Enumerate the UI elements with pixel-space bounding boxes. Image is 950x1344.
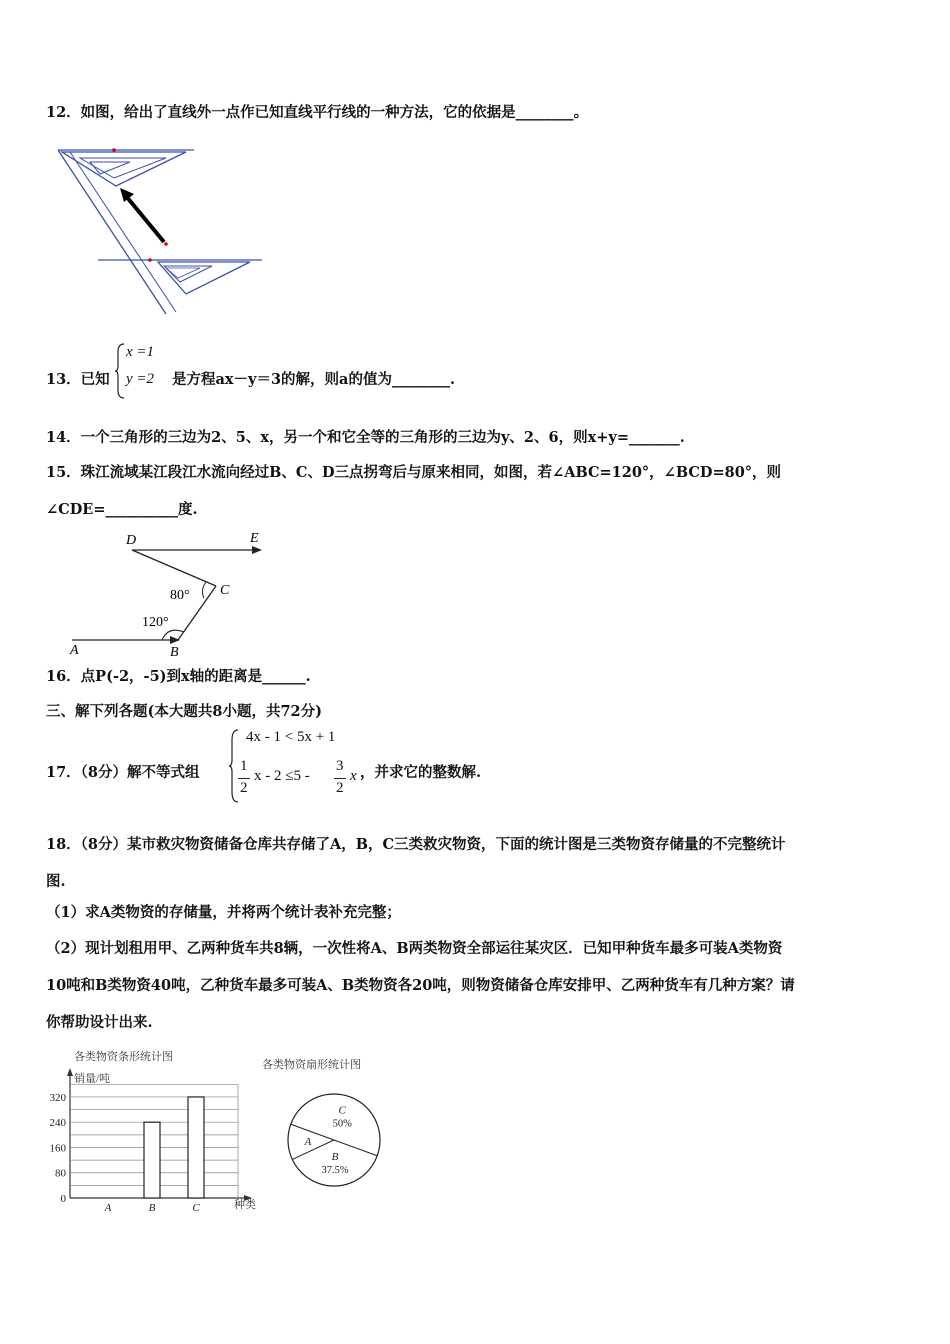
q16-text: 16．点P(-2，-5)到x轴的距离是______. <box>46 668 311 685</box>
bar-category-label: B <box>148 1202 156 1214</box>
bar-C <box>188 1097 204 1198</box>
bar-chart-ylabel: 销量/吨 <box>74 1073 111 1085</box>
bar-ytick-label: 80 <box>55 1167 66 1180</box>
q17-ineq2-middle: x - 2 ≤5 - <box>254 768 310 784</box>
q18-line2: 图. <box>46 873 66 890</box>
q18-pie-chart <box>256 1050 396 1210</box>
q14-text: 14．一个三角形的三边为2、5、x，另一个和它全等的三角形的三边为y、2、6，则x+y=_______. <box>46 429 685 446</box>
q15-label-120: 120° <box>142 615 169 630</box>
bar-chart-xlabel: 种类 <box>234 1199 256 1211</box>
bar-ytick-label: 0 <box>60 1193 66 1205</box>
q15-label-80: 80° <box>170 588 190 603</box>
q17-ineq2-x: x <box>350 768 357 784</box>
q17-frac2-num: 3 <box>336 758 344 774</box>
q17-inequality-1: 4x - 1 < 5x + 1 <box>246 729 336 745</box>
bar-ytick-label: 160 <box>49 1142 66 1155</box>
q12-figure <box>54 142 269 320</box>
pie-chart-title: 各类物资扇形统计图 <box>262 1059 361 1071</box>
q17-frac2-bar <box>334 778 346 779</box>
q17-prefix: 17．（8分）解不等式组 <box>46 764 200 781</box>
q17-suffix: ，并求它的整数解. <box>360 764 482 781</box>
bar-chart-title: 各类物资条形统计图 <box>74 1051 173 1063</box>
pie-slice-name-B: B <box>331 1150 339 1163</box>
bar-category-label: C <box>192 1202 200 1214</box>
q15-line1: 15．珠江流域某江段江水流向经过B、C、D三点拐弯后与原来相同，如图，若∠ABC=120°，∠BCD=80°，则 <box>46 464 782 481</box>
q15-label-e: E <box>250 531 259 546</box>
q13-brace <box>114 342 126 400</box>
q17-frac1-den: 2 <box>240 780 248 796</box>
q15-label-a: A <box>70 643 79 658</box>
q18-part1: （1）求A类物资的存储量，并将两个统计表补充完整； <box>46 904 401 921</box>
bar-ytick-label: 320 <box>49 1091 66 1104</box>
bar-B <box>144 1122 160 1198</box>
q18-bar-chart <box>40 1046 270 1214</box>
q13-equation-2: y =2 <box>126 371 155 387</box>
q18-line1: 18．（8分）某市救灾物资储备仓库共存储了A，B，C三类救灾物资，下面的统计图是三类物资存储量的不完整统计 <box>46 836 786 853</box>
q13-prefix: 13．已知 <box>46 371 110 388</box>
bar-category-label: A <box>104 1202 112 1214</box>
q18-part2-line2: 10吨和B类物资40吨，乙种货车最多可装A、B类物资各20吨，则物资储备仓库安排甲、乙两种货车有几种方案？请 <box>46 977 795 994</box>
q13-equation-1: x =1 <box>126 344 155 360</box>
section3-heading: 三、解下列各题(本大题共8小题，共72分) <box>46 703 322 720</box>
bar-y-arrow <box>67 1068 73 1076</box>
pie-slice-name-C: C <box>338 1104 346 1117</box>
pie-slice-percent-C: 50% <box>332 1118 352 1130</box>
q15-line2: ∠CDE=__________度. <box>46 501 198 518</box>
q17-brace <box>228 728 240 804</box>
q15-label-b: B <box>170 645 179 660</box>
q17-frac1-bar <box>238 778 250 779</box>
bar-ytick-label: 240 <box>49 1117 66 1130</box>
q15-label-d: D <box>126 533 137 548</box>
pie-slice-name-A: A <box>304 1136 312 1149</box>
q15-figure <box>64 528 274 660</box>
q18-part2-line3: 你帮助设计出来. <box>46 1014 153 1031</box>
q13-suffix: 是方程ax－y＝3的解，则a的值为________. <box>172 371 455 388</box>
q15-label-c: C <box>220 583 230 598</box>
pie-slice-percent-B: 37.5% <box>321 1164 349 1176</box>
q17-frac1-num: 1 <box>240 758 248 774</box>
q18-part2-line1: （2）现计划租用甲、乙两种货车共8辆，一次性将A、B两类物资全部运往某灾区．已知甲种货车最多可装A类物资 <box>46 940 783 957</box>
q17-frac2-den: 2 <box>336 780 344 796</box>
q12-text: 12．如图，给出了直线外一点作已知直线平行线的一种方法，它的依据是________。 <box>46 104 589 121</box>
